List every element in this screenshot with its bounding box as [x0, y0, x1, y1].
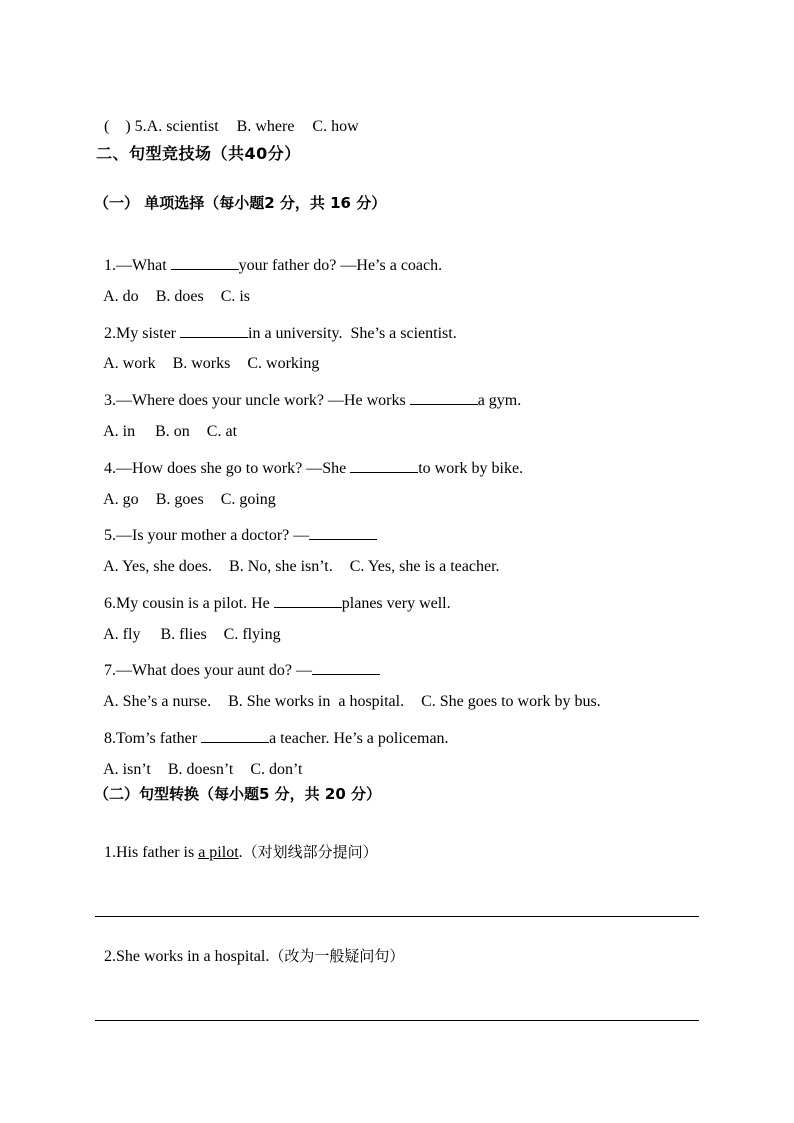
- question-text: 5.A. scientist: [134, 118, 219, 135]
- answer-blank: [350, 456, 418, 473]
- section-title: 二、句型竞技场（共40分）: [96, 144, 301, 163]
- mc-question-5: 5.—Is your mother a doctor? —: [96, 503, 377, 546]
- mc-question-8: 8.Tom’s father a teacher. He’s a policeman.: [96, 706, 449, 749]
- mc-options-7: A. She’s a nurse. B. She works in a hospital. C. She goes to work by bus.: [103, 693, 601, 710]
- mc-options-6: A. fly B. flies C. flying: [103, 626, 281, 643]
- mc-options-4: A. go B. goes C. going: [103, 491, 276, 508]
- mc-options-5: A. Yes, she does. B. No, she isn’t. C. Yes, she is a teacher.: [103, 558, 500, 575]
- instruction-note: （改为一般疑问句）: [269, 947, 405, 965]
- part2-title: （二）句型转换（每小题5 分，共 20 分）: [94, 785, 381, 803]
- mc-question-3: 3.—Where does your uncle work? —He works a gym.: [96, 368, 521, 411]
- answer-blank: [274, 591, 342, 608]
- mc-question-6: 6.My cousin is a pilot. He planes very well.: [96, 571, 451, 614]
- mc-options-3: A. in B. on C. at: [103, 423, 238, 440]
- mc-options-8: A. isn’t B. doesn’t C. don’t: [103, 761, 303, 778]
- question-5-top: [96, 97, 359, 137]
- mc-question-2: 2.My sister in a university. She’s a scientist.: [96, 301, 457, 344]
- mc-options-1: A. do B. does C. is: [103, 288, 251, 305]
- option-b: B. where: [236, 118, 295, 135]
- transform-question-1: 1.His father is a pilot.（对划线部分提问）: [104, 843, 378, 861]
- mc-question-4: 4.—How does she go to work? —She to work by bike.: [96, 436, 523, 479]
- answer-paren: ( ): [104, 118, 131, 135]
- answer-line-2[interactable]: [95, 1020, 699, 1021]
- answer-line-1[interactable]: [95, 916, 699, 917]
- transform-question-2: 2.She works in a hospital.（改为一般疑问句）: [104, 947, 405, 965]
- instruction-note: （对划线部分提问）: [242, 843, 378, 861]
- answer-blank: [410, 388, 478, 405]
- mc-options-2: A. work B. works C. working: [103, 355, 320, 372]
- option-c: C. how: [312, 118, 359, 135]
- mc-question-7: 7.—What does your aunt do? —: [96, 638, 380, 681]
- mc-question-1: 1.—What your father do? —He’s a coach.: [96, 233, 442, 276]
- underlined-phrase: a pilot: [198, 844, 239, 861]
- part1-title: （一） 单项选择（每小题2 分，共 16 分）: [94, 194, 387, 212]
